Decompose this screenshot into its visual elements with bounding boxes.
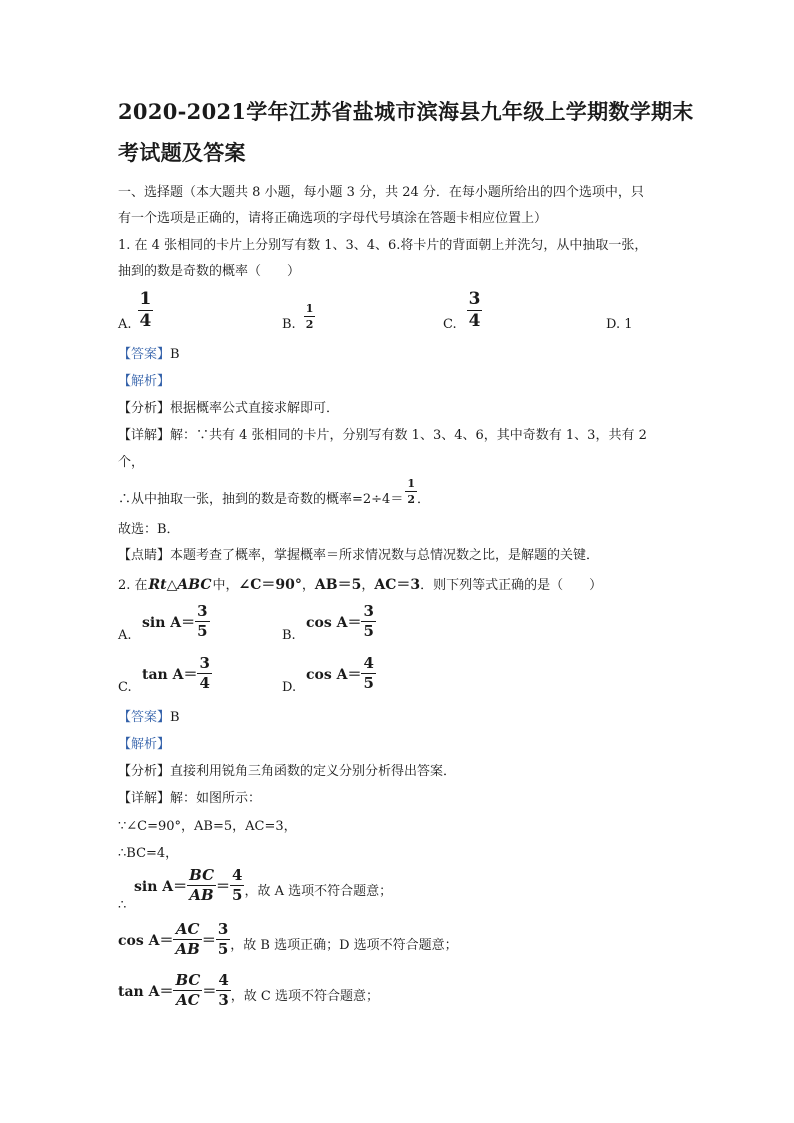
q1-option-a: A. $\frac{1}{4}$ [118,289,152,332]
q2-option-b-fraction: $\frac{3}{5}$ [363,602,374,640]
q2-because: ∵∠C=90°，AB=5，AC=3， [118,819,297,834]
q2-therefore-bc: ∴BC=4， [118,846,179,861]
q2-tan-fraction-2: $\frac{4}{3}$ [218,971,229,1009]
q1-stem-line2: 抽到的数是奇数的概率（ ） [118,264,301,279]
q1-option-a-fraction: $\frac{1}{4}$ [139,289,152,331]
q2-option-c-fraction: $\frac{3}{4}$ [199,654,210,692]
document-title-line2: 考试题及答案 [118,140,246,165]
section-header-line1: 一、选择题（本大题共 8 小题，每小题 3 分，共 24 分．在每小题所给出的四个选项中，只 [118,185,644,200]
q2-xiangjie: 【详解】解：如图所示： [118,791,262,806]
q2-option-c: C. tan A＝ $\frac{3}{4}$ [118,654,210,695]
document-title-line1: 2020-2021学年江苏省盐城市滨海县九年级上学期数学期末 [118,99,694,124]
q2-answer: 【答案】B [118,710,180,725]
answer-tag: 【答案】 [118,347,171,362]
q1-dianjing: 【点睛】本题考查了概率，掌握概率＝所求情况数与总情况数之比，是解题的关键． [118,548,600,563]
q1-option-c-fraction: $\frac{3}{4}$ [468,289,481,331]
q1-stem-line1: 1. 在 4 张相同的卡片上分别写有数 1、3、4、6.将卡片的背面朝上并洗匀，从中抽取一张， [118,238,648,253]
q2-cos-fraction-1: $\frac{AC}{AB}$ [175,920,200,958]
q2-sin-fraction-1: $\frac{BC}{AB}$ [189,866,215,904]
q1-option-b-fraction: $\frac{1}{2}$ [305,302,314,331]
q1-option-b: B. $\frac{1}{2}$ [282,302,314,332]
q1-fenxi: 【分析】根据概率公式直接求解即可． [118,401,340,416]
q2-option-d: D. cos A＝ $\frac{4}{5}$ [282,654,374,695]
q2-jiexi-tag: 【解析】 [118,737,171,752]
q2-cos-line: cos A＝ $\frac{AC}{AB}$ ＝ $\frac{3}{5}$ ，故 B 选项正确；D 选项不符合题意； [118,920,458,958]
q1-xiangjie-line1: 【详解】解：∵共有 4 张相同的卡片，分别写有数 1、3、4、6，其中奇数有 1、3，共有 2 [118,428,647,443]
q1-xiangjie-line2: 个， [118,455,145,470]
q1-therefore: ∴从中抽取一张，抽到的数是奇数的概率=2÷4＝ $\frac{1}{2}$ ． [118,476,430,507]
q1-choose: 故选：B． [118,522,180,537]
q2-option-b: B. cos A＝ $\frac{3}{5}$ [282,602,374,643]
q2-option-d-fraction: $\frac{4}{5}$ [363,654,374,692]
q1-option-d: D. 1 [606,317,633,332]
q1-jiexi-tag: 【解析】 [118,374,171,389]
q2-fenxi: 【分析】直接利用锐角三角函数的定义分别分析得出答案． [118,764,457,779]
q2-cos-fraction-2: $\frac{3}{5}$ [217,920,229,958]
q2-option-a-fraction: $\frac{3}{5}$ [197,602,208,640]
q1-option-c: C. $\frac{3}{4}$ [443,289,481,332]
q2-tan-line: tan A＝ $\frac{BC}{AC}$ ＝ $\frac{4}{3}$ ，故 C 选项不符合题意； [118,971,380,1009]
q1-answer: 【答案】B [118,347,180,362]
q2-tan-fraction-1: $\frac{BC}{AC}$ [175,971,201,1009]
section-header-line2: 有一个选项是正确的，请将正确选项的字母代号填涂在答题卡相应位置上） [118,211,548,226]
q1-therefore-fraction: $\frac{1}{2}$ [407,476,415,506]
q2-stem: 2. 在 Rt△ABC 中， ∠C＝90° ， AB＝5 ， AC＝3 ．则下列等式正确的是（ ） [118,577,603,593]
q2-sin-line: ∴ sin A＝ $\frac{BC}{AB}$ ＝ $\frac{4}{5}$ ，故 A 选项不符合题意； [118,866,393,913]
q2-option-a: A. sin A＝ $\frac{3}{5}$ [118,602,208,643]
answer-tag: 【答案】 [118,710,171,725]
q2-sin-fraction-2: $\frac{4}{5}$ [232,866,243,904]
